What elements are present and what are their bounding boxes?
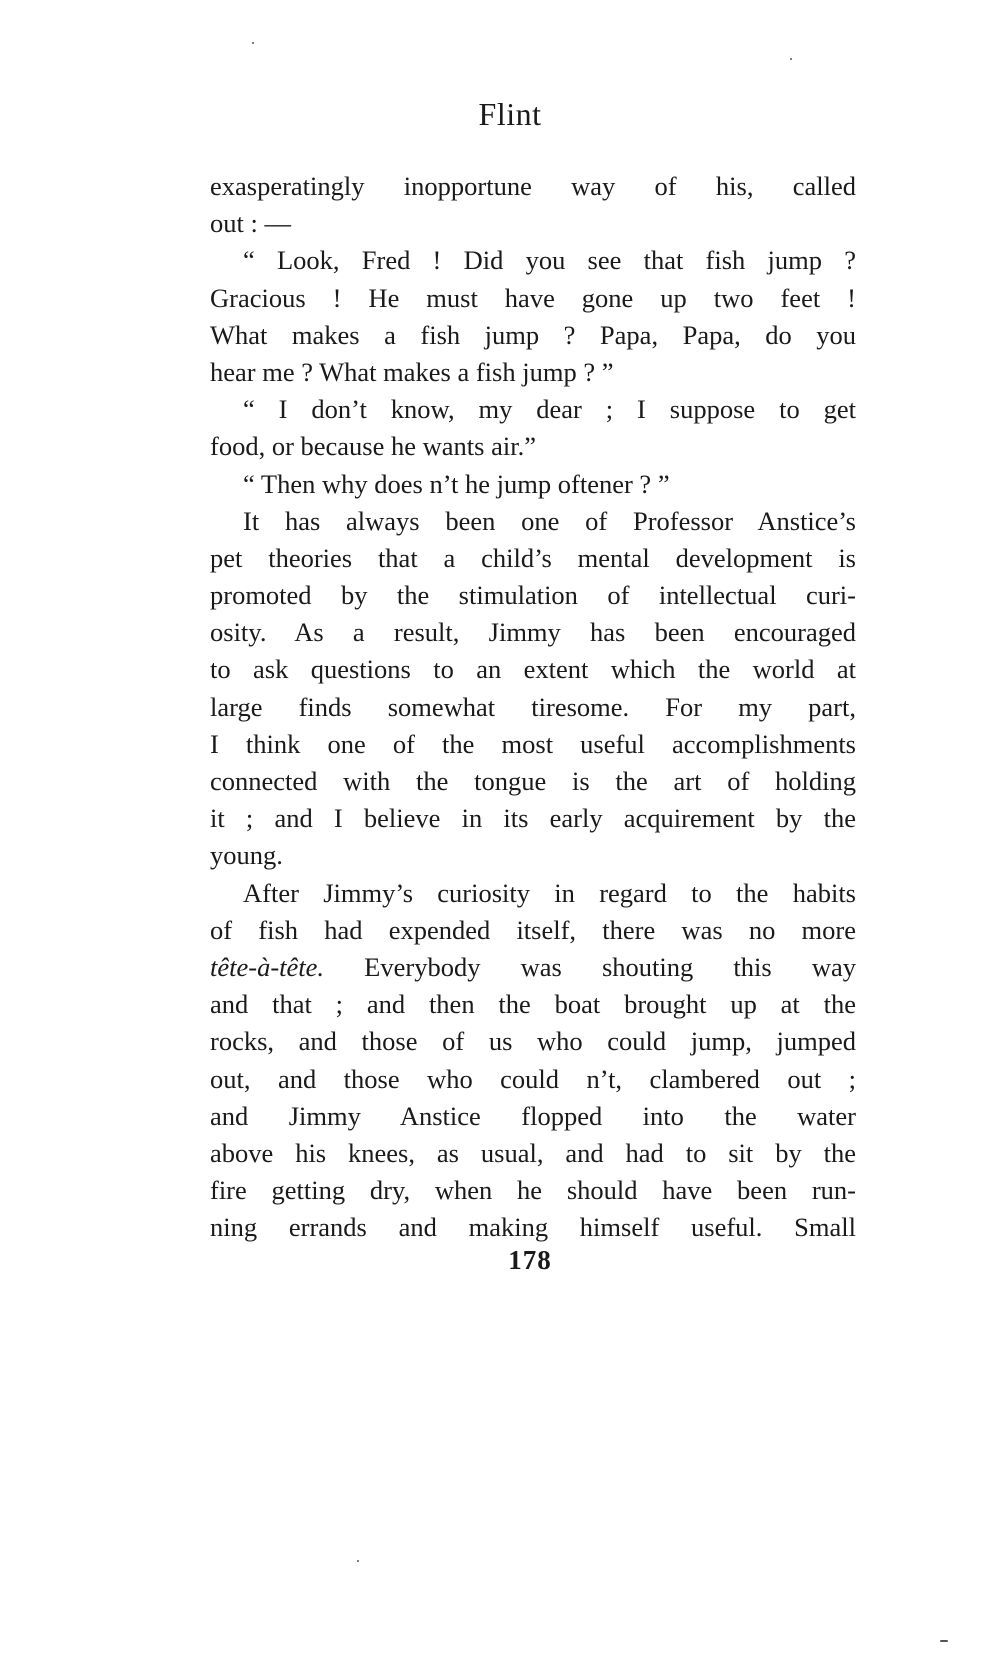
text-segment: It has always been one of Professor Anstice’s (243, 505, 856, 536)
text-line (210, 1098, 856, 1135)
text-segment: it ; and I believe in its early acquirement by the (210, 803, 856, 834)
text-line (210, 949, 856, 986)
text-segment: to ask questions to an extent which the world at (210, 654, 856, 685)
page-number: 178 (508, 1245, 552, 1275)
body-text (210, 168, 856, 1246)
text-line (210, 205, 856, 242)
text-line (210, 689, 856, 726)
text-segment: large finds somewhat tiresome. For my part, (210, 691, 856, 722)
text-segment: out : — (210, 208, 291, 239)
text-line (210, 1023, 856, 1060)
text-segment: of fish had expended itself, there was no more (210, 914, 856, 945)
text-segment: osity. As a result, Jimmy has been encouraged (210, 617, 856, 648)
scan-speck (252, 42, 254, 44)
text-line (210, 503, 856, 540)
text-line (210, 1209, 856, 1246)
text-segment: promoted by the stimulation of intellectual curi- (210, 580, 856, 611)
text-segment: above his knees, as usual, and had to sit by the (210, 1137, 856, 1168)
text-line (210, 875, 856, 912)
text-segment: and that ; and then the boat brought up at the (210, 989, 856, 1020)
text-line (210, 800, 856, 837)
text-line (210, 317, 856, 354)
text-line (210, 168, 856, 205)
text-line (210, 280, 856, 317)
scan-speck (357, 1560, 359, 1562)
text-line (210, 466, 856, 503)
text-segment: fire getting dry, when he should have been run- (210, 1175, 856, 1206)
text-line (210, 540, 856, 577)
text-segment: pet theories that a child’s mental development is (210, 542, 856, 573)
text-segment: What makes a fish jump ? Papa, Papa, do you (210, 319, 856, 350)
text-segment: young. (210, 840, 283, 871)
text-line (210, 912, 856, 949)
text-segment: “ Look, Fred ! Did you see that fish jump ? (243, 245, 856, 276)
italic-text: tête-à-tête. (210, 951, 325, 982)
text-line (210, 651, 856, 688)
text-segment: connected with the tongue is the art of holding (210, 766, 856, 796)
text-line (210, 428, 856, 465)
text-line (210, 391, 856, 428)
text-segment: After Jimmy’s curiosity in regard to the habits (243, 877, 856, 908)
text-line (210, 837, 856, 874)
text-segment: ning errands and making himself useful. Small (210, 1212, 856, 1243)
scan-speck (940, 1640, 948, 1642)
text-line (210, 242, 856, 279)
text-line (210, 354, 856, 391)
text-line (210, 763, 856, 800)
running-head-title: Flint (478, 96, 542, 132)
scan-speck (790, 58, 792, 60)
text-line (210, 1061, 856, 1098)
text-segment: I think one of the most useful accomplishments (210, 728, 856, 759)
text-segment: out, and those who could n’t, clambered out ; (210, 1063, 856, 1094)
text-segment: food, or because he wants air.” (210, 431, 536, 462)
text-segment: rocks, and those of us who could jump, jumped (210, 1026, 856, 1057)
text-segment: Everybody was shouting this way (324, 951, 856, 982)
text-segment: Gracious ! He must have gone up two feet ! (210, 282, 856, 313)
text-segment: “ I don’t know, my dear ; I suppose to get (243, 394, 856, 425)
text-line (210, 1172, 856, 1209)
text-segment: exasperatingly inopportune way of his, called (210, 171, 856, 201)
text-line (210, 577, 856, 614)
text-line (210, 1135, 856, 1172)
text-line (210, 986, 856, 1023)
text-line (210, 614, 856, 651)
text-segment: “ Then why does n’t he jump oftener ? ” (243, 468, 670, 499)
text-segment: and Jimmy Anstice flopped into the water (210, 1100, 856, 1131)
text-segment: hear me ? What makes a fish jump ? ” (210, 356, 614, 387)
text-line (210, 726, 856, 763)
